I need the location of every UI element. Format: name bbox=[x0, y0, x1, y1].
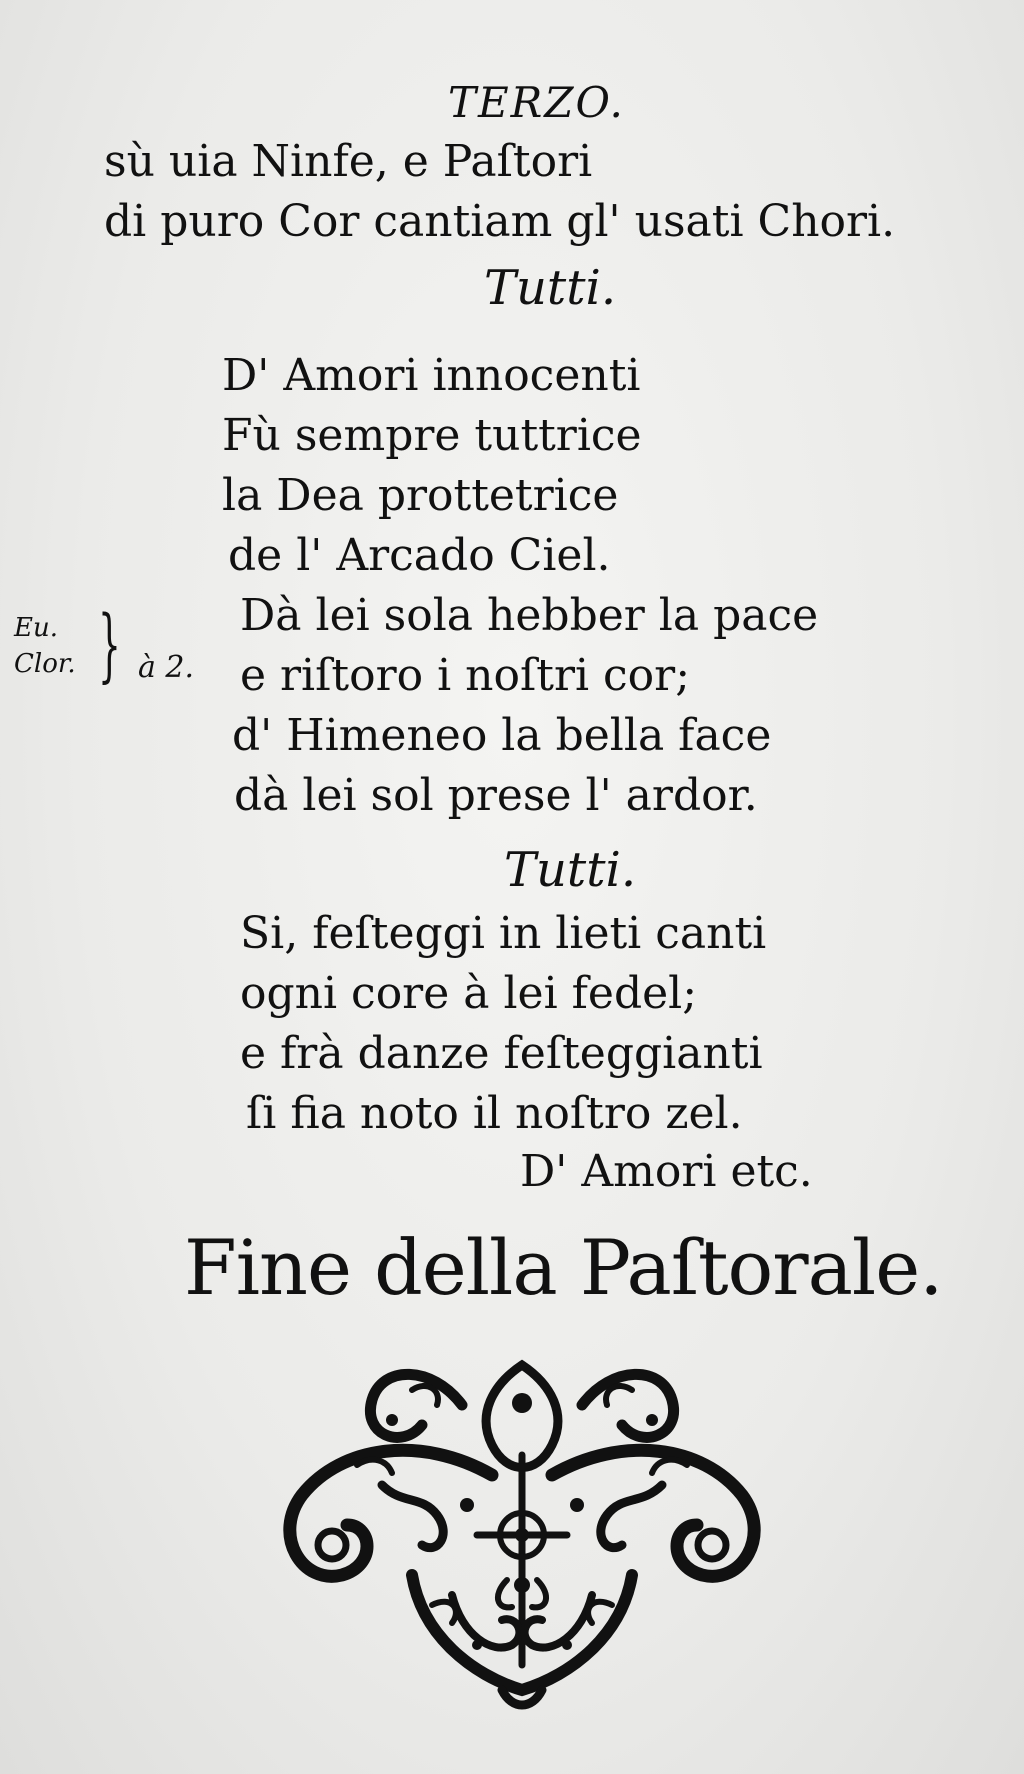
stanza-2-line-3: e frà danze feſteggianti bbox=[240, 1028, 763, 1079]
stanza-2-line-4: ſi fia noto il noſtro zel. bbox=[246, 1088, 743, 1139]
speaker-clor: Clor. bbox=[14, 649, 76, 679]
intro-line-1: sù uia Ninfe, e Paſtori bbox=[104, 136, 593, 187]
duet-line-2: e riſtoro i noſtri cor; bbox=[240, 650, 691, 701]
duet-line-3: d' Himeneo la bella face bbox=[232, 710, 772, 761]
stanza-1-line-1: D' Amori innocenti bbox=[222, 350, 641, 401]
printer-ornament-icon bbox=[262, 1345, 782, 1720]
speaker-eu: Eu. bbox=[14, 613, 58, 643]
stanza-2-line-1: Si, feſteggi in lieti canti bbox=[240, 908, 767, 959]
curly-brace-icon: } bbox=[98, 598, 121, 691]
stanza-2-line-2: ogni core à lei fedel; bbox=[240, 968, 698, 1019]
stanza-1-line-4: de l' Arcado Ciel. bbox=[228, 530, 611, 581]
tutti-heading-2: Tutti. bbox=[504, 842, 637, 898]
page-header: TERZO. bbox=[448, 78, 625, 127]
closing-title: Fine della Paſtorale. bbox=[184, 1223, 943, 1312]
stanza-1-line-3: la Dea prottetrice bbox=[222, 470, 619, 521]
intro-line-2: di puro Cor cantiam gl' usati Chori. bbox=[104, 196, 896, 247]
stanza-1-line-2: Fù sempre tuttrice bbox=[222, 410, 642, 461]
duet-line-1: Dà lei sola hebber la pace bbox=[240, 590, 819, 641]
refrain-line: D' Amori etc. bbox=[520, 1146, 813, 1197]
duet-speakers bbox=[14, 610, 76, 682]
duet-line-4: dà lei sol prese l' ardor. bbox=[234, 770, 758, 821]
tutti-heading-1: Tutti. bbox=[484, 260, 617, 316]
duet-marking: à 2. bbox=[138, 650, 195, 685]
